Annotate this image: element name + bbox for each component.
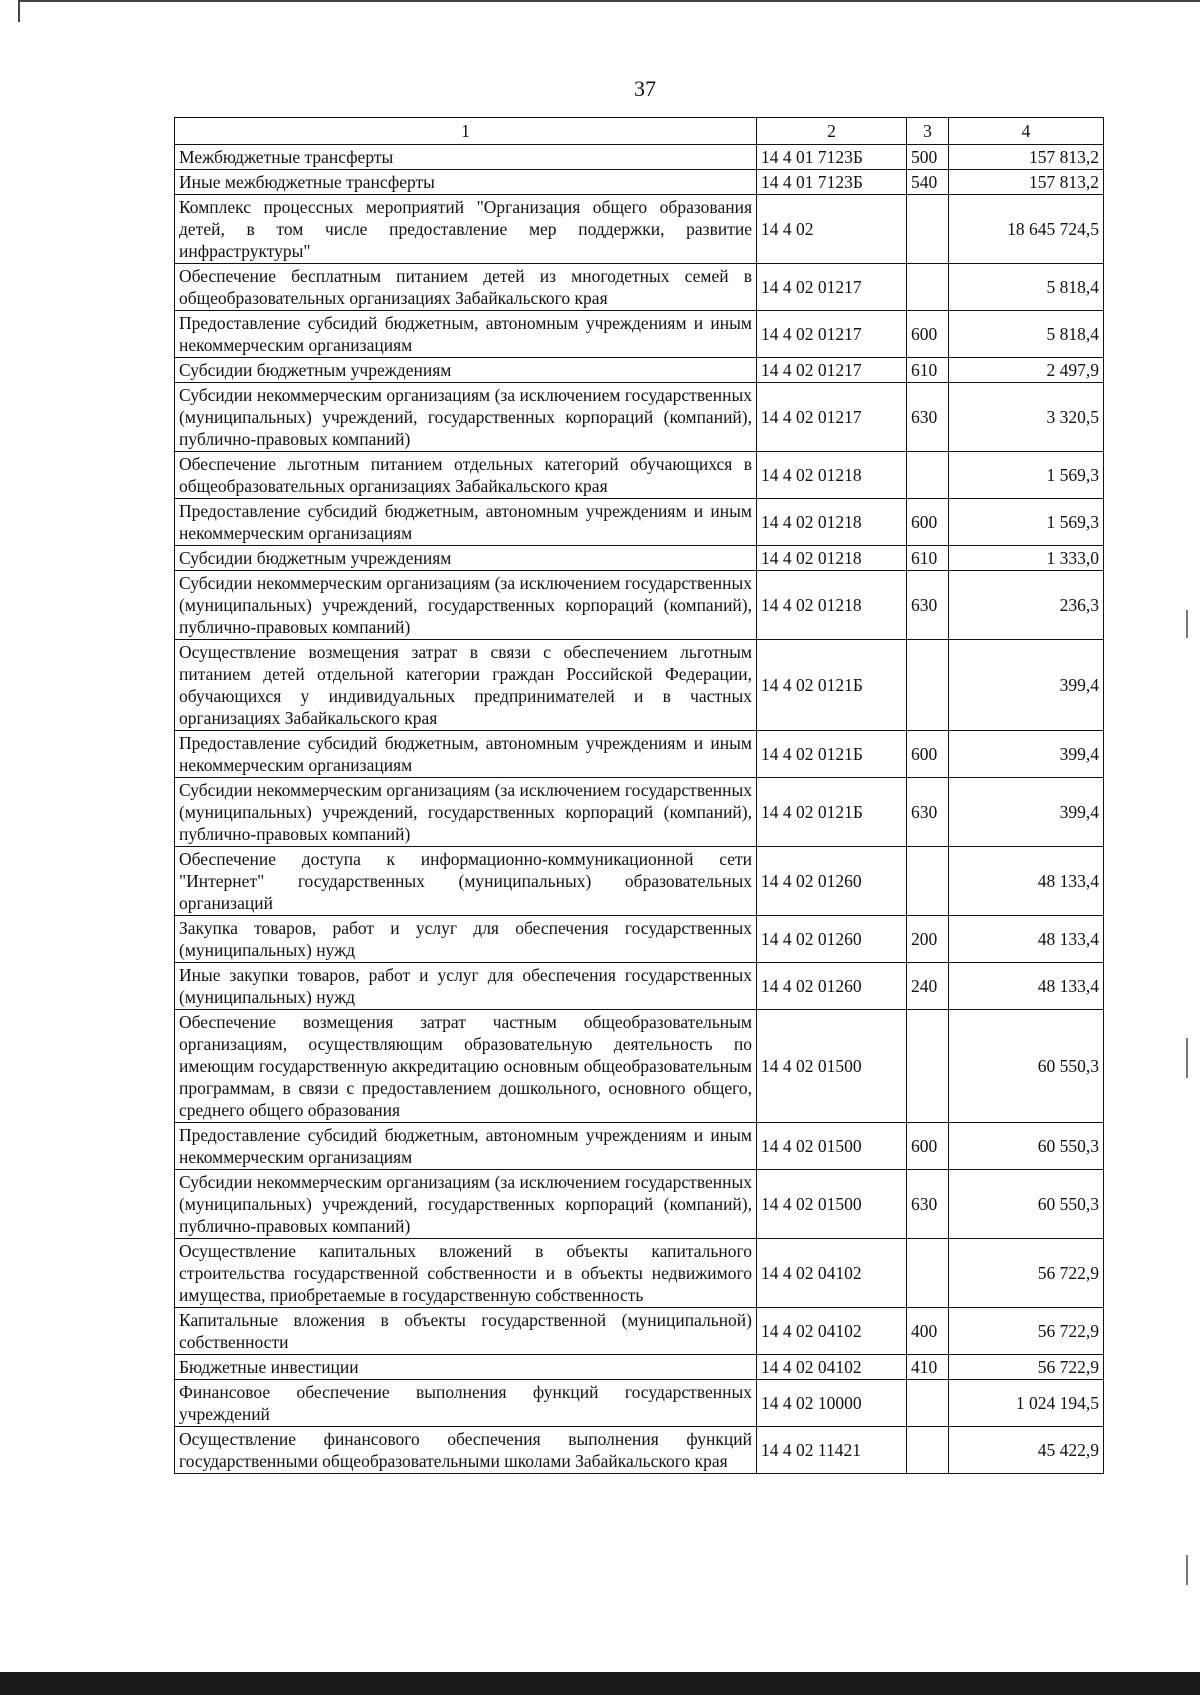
row-name: Обеспечение доступа к информационно-коммуникационной сети "Интернет" государственных (муниципальных) образовательных организаций	[175, 847, 757, 916]
row-amount: 3 320,5	[949, 383, 1104, 452]
row-name: Межбюджетные трансферты	[175, 145, 757, 170]
scan-margin-mark	[1186, 610, 1188, 638]
table-row	[175, 499, 1104, 546]
row-amount: 48 133,4	[949, 963, 1104, 1010]
row-type	[907, 640, 949, 731]
table-row	[175, 170, 1104, 195]
row-code: 14 4 02	[757, 195, 907, 264]
row-type: 600	[907, 1123, 949, 1170]
row-type	[907, 452, 949, 499]
table-row	[175, 916, 1104, 963]
row-code: 14 4 02 01260	[757, 963, 907, 1010]
table-row	[175, 145, 1104, 170]
row-amount: 157 813,2	[949, 145, 1104, 170]
row-amount: 18 645 724,5	[949, 195, 1104, 264]
row-code: 14 4 02 01260	[757, 847, 907, 916]
row-name: Предоставление субсидий бюджетным, автономным учреждениям и иным некоммерческим организациям	[175, 731, 757, 778]
row-name: Субсидии некоммерческим организациям (за исключением государственных (муниципальных) учреждений, государственных корпораций (компаний), публично-правовых компаний)	[175, 1170, 757, 1239]
row-code: 14 4 02 01218	[757, 546, 907, 571]
row-amount: 1 024 194,5	[949, 1380, 1104, 1427]
row-type: 610	[907, 546, 949, 571]
scan-border-top	[18, 0, 1200, 22]
table-row	[175, 383, 1104, 452]
row-name: Субсидии некоммерческим организациям (за исключением государственных (муниципальных) учреждений, государственных корпораций (компаний), публично-правовых компаний)	[175, 571, 757, 640]
row-name: Обеспечение льготным питанием отдельных категорий обучающихся в общеобразовательных организациях Забайкальского края	[175, 452, 757, 499]
page-number: 37	[634, 76, 656, 101]
row-amount: 1 569,3	[949, 452, 1104, 499]
row-type	[907, 847, 949, 916]
row-name: Осуществление возмещения затрат в связи с обеспечением льготным питанием детей отдельной категории граждан Российской Федерации, обучающихся у индивидуальных предпринимателей и в частных организациях Забайкальского края	[175, 640, 757, 731]
table-row	[175, 1239, 1104, 1308]
row-amount: 5 818,4	[949, 311, 1104, 358]
row-type: 630	[907, 383, 949, 452]
row-code: 14 4 02 01217	[757, 311, 907, 358]
row-type: 500	[907, 145, 949, 170]
row-type	[907, 1010, 949, 1123]
header-col-1: 1	[175, 118, 757, 145]
row-amount: 399,4	[949, 640, 1104, 731]
table-row	[175, 1010, 1104, 1123]
row-code: 14 4 02 01500	[757, 1010, 907, 1123]
row-amount: 236,3	[949, 571, 1104, 640]
row-amount: 60 550,3	[949, 1010, 1104, 1123]
row-name: Иные закупки товаров, работ и услуг для обеспечения государственных (муниципальных) нужд	[175, 963, 757, 1010]
row-type: 630	[907, 571, 949, 640]
row-name: Финансовое обеспечение выполнения функций государственных учреждений	[175, 1380, 757, 1427]
row-name: Субсидии некоммерческим организациям (за исключением государственных (муниципальных) учреждений, государственных корпораций (компаний), публично-правовых компаний)	[175, 383, 757, 452]
table-row	[175, 264, 1104, 311]
row-name: Субсидии бюджетным учреждениям	[175, 358, 757, 383]
scan-border-bottom	[0, 1672, 1200, 1695]
row-name: Осуществление финансового обеспечения выполнения функций государственными общеобразовательными школами Забайкальского края	[175, 1427, 757, 1474]
row-type	[907, 264, 949, 311]
row-code: 14 4 02 01218	[757, 452, 907, 499]
row-code: 14 4 02 01217	[757, 264, 907, 311]
row-name: Комплекс процессных мероприятий "Организация общего образования детей, в том числе предоставление мер поддержки, развитие инфраструктуры"	[175, 195, 757, 264]
row-amount: 48 133,4	[949, 847, 1104, 916]
row-amount: 45 422,9	[949, 1427, 1104, 1474]
row-code: 14 4 02 01218	[757, 571, 907, 640]
row-type	[907, 1427, 949, 1474]
row-amount: 56 722,9	[949, 1355, 1104, 1380]
row-type: 400	[907, 1308, 949, 1355]
row-type: 240	[907, 963, 949, 1010]
header-col-3: 3	[907, 118, 949, 145]
row-name: Обеспечение бесплатным питанием детей из многодетных семей в общеобразовательных организациях Забайкальского края	[175, 264, 757, 311]
scan-margin-mark	[1186, 1038, 1188, 1078]
row-code: 14 4 02 0121Б	[757, 640, 907, 731]
row-amount: 2 497,9	[949, 358, 1104, 383]
row-type	[907, 195, 949, 264]
table-row	[175, 311, 1104, 358]
budget-table	[174, 117, 1104, 1474]
row-type: 600	[907, 499, 949, 546]
table-row	[175, 571, 1104, 640]
row-amount: 48 133,4	[949, 916, 1104, 963]
table-row	[175, 963, 1104, 1010]
row-code: 14 4 02 01218	[757, 499, 907, 546]
row-type: 610	[907, 358, 949, 383]
row-name: Закупка товаров, работ и услуг для обеспечения государственных (муниципальных) нужд	[175, 916, 757, 963]
row-name: Предоставление субсидий бюджетным, автономным учреждениям и иным некоммерческим организациям	[175, 1123, 757, 1170]
scan-margin-mark	[1186, 1555, 1188, 1585]
row-type: 630	[907, 1170, 949, 1239]
table-row	[175, 452, 1104, 499]
row-amount: 399,4	[949, 731, 1104, 778]
row-name: Бюджетные инвестиции	[175, 1355, 757, 1380]
table-row	[175, 640, 1104, 731]
row-code: 14 4 02 11421	[757, 1427, 907, 1474]
row-name: Иные межбюджетные трансферты	[175, 170, 757, 195]
table-row	[175, 731, 1104, 778]
row-code: 14 4 02 0121Б	[757, 731, 907, 778]
row-type: 540	[907, 170, 949, 195]
row-amount: 399,4	[949, 778, 1104, 847]
row-amount: 56 722,9	[949, 1239, 1104, 1308]
table-row	[175, 1427, 1104, 1474]
row-code: 14 4 02 01500	[757, 1123, 907, 1170]
table-row	[175, 778, 1104, 847]
table-row	[175, 847, 1104, 916]
row-type	[907, 1380, 949, 1427]
table-row	[175, 546, 1104, 571]
row-amount: 1 333,0	[949, 546, 1104, 571]
row-type: 630	[907, 778, 949, 847]
row-type: 600	[907, 731, 949, 778]
table-row	[175, 1355, 1104, 1380]
row-name: Предоставление субсидий бюджетным, автономным учреждениям и иным некоммерческим организациям	[175, 311, 757, 358]
row-code: 14 4 02 04102	[757, 1239, 907, 1308]
header-col-4: 4	[949, 118, 1104, 145]
table-header-row	[175, 118, 1104, 145]
row-code: 14 4 01 7123Б	[757, 145, 907, 170]
row-code: 14 4 02 01260	[757, 916, 907, 963]
table-row	[175, 358, 1104, 383]
row-amount: 1 569,3	[949, 499, 1104, 546]
row-code: 14 4 01 7123Б	[757, 170, 907, 195]
row-code: 14 4 02 04102	[757, 1308, 907, 1355]
row-name: Осуществление капитальных вложений в объекты капитального строительства государственной собственности и в объекты недвижимого имущества, приобретаемые в государственную собственность	[175, 1239, 757, 1308]
row-code: 14 4 02 01217	[757, 383, 907, 452]
row-type: 410	[907, 1355, 949, 1380]
table-row	[175, 1123, 1104, 1170]
row-code: 14 4 02 01500	[757, 1170, 907, 1239]
row-code: 14 4 02 0121Б	[757, 778, 907, 847]
row-amount: 60 550,3	[949, 1170, 1104, 1239]
table-row	[175, 195, 1104, 264]
row-amount: 157 813,2	[949, 170, 1104, 195]
row-amount: 56 722,9	[949, 1308, 1104, 1355]
table-row	[175, 1308, 1104, 1355]
header-col-2: 2	[757, 118, 907, 145]
table-row	[175, 1170, 1104, 1239]
row-name: Капитальные вложения в объекты государственной (муниципальной) собственности	[175, 1308, 757, 1355]
row-name: Предоставление субсидий бюджетным, автономным учреждениям и иным некоммерческим организациям	[175, 499, 757, 546]
row-type: 600	[907, 311, 949, 358]
row-code: 14 4 02 10000	[757, 1380, 907, 1427]
row-amount: 60 550,3	[949, 1123, 1104, 1170]
row-amount: 5 818,4	[949, 264, 1104, 311]
table-row	[175, 1380, 1104, 1427]
row-type	[907, 1239, 949, 1308]
row-name: Субсидии некоммерческим организациям (за исключением государственных (муниципальных) учреждений, государственных корпораций (компаний), публично-правовых компаний)	[175, 778, 757, 847]
row-code: 14 4 02 04102	[757, 1355, 907, 1380]
row-code: 14 4 02 01217	[757, 358, 907, 383]
row-type: 200	[907, 916, 949, 963]
row-name: Субсидии бюджетным учреждениям	[175, 546, 757, 571]
row-name: Обеспечение возмещения затрат частным общеобразовательным организациям, осуществляющим образовательную деятельность по имеющим государственную аккредитацию основным общеобразовательным программам, в связи с предоставлением дошкольного, основного общего, среднего общего образования	[175, 1010, 757, 1123]
